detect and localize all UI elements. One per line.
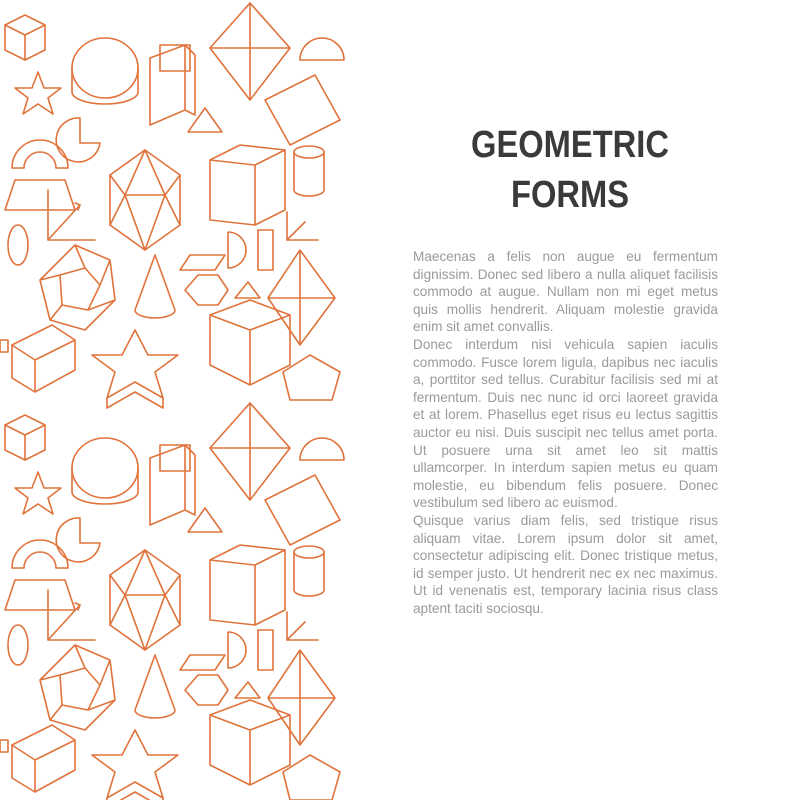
- geometric-pattern-panel: [0, 0, 345, 800]
- body-text: [413, 248, 718, 617]
- page-title: [424, 120, 716, 220]
- title-line-2: FORMS: [510, 174, 630, 216]
- paragraph-1: Maecenas a felis non augue eu fermentum dignissim. Donec sed libero a nulla aliquet facilisis commodo at augue. Nullam non mi eget metus quis mollis hendrerit. Aliquam molestie gravida enim sit amet convallis.: [413, 249, 718, 335]
- paragraph-3: Quisque varius diam felis, sed tristique risus aliquam vitae. Lorem ipsum dolor sit amet, consectetur adipiscing elit. Donec tristique metus, id semper justo. Ut hendrerit nec ex nec maximus. Ut id venenatis est, temporary lacinia risus class aptent taciti sociosqu.: [413, 512, 718, 616]
- paragraph-2: Donec interdum nisi vehicula sapien iaculis commodo. Fusce lorem ligula, dapibus nec iaculis a, porttitor sed tellus. Curabitur facilisis sed mi at fermentum. Duis nec nunc id orci laoreet gravida et at lorem. Phasellus eget risus eu lectus sagittis auctor eu nisi. Duis suscipit nec tellus amet porta. Ut posuere urna sit amet leo sit mattis ullamcorper. In interdum sapien metus eu quam molestie, eu bibendum felis posuere. Donec vestibulum sed libero ac euismod.: [413, 336, 718, 511]
- title-line-1: GEOMETRIC: [471, 124, 669, 166]
- geometric-pattern: [0, 0, 345, 800]
